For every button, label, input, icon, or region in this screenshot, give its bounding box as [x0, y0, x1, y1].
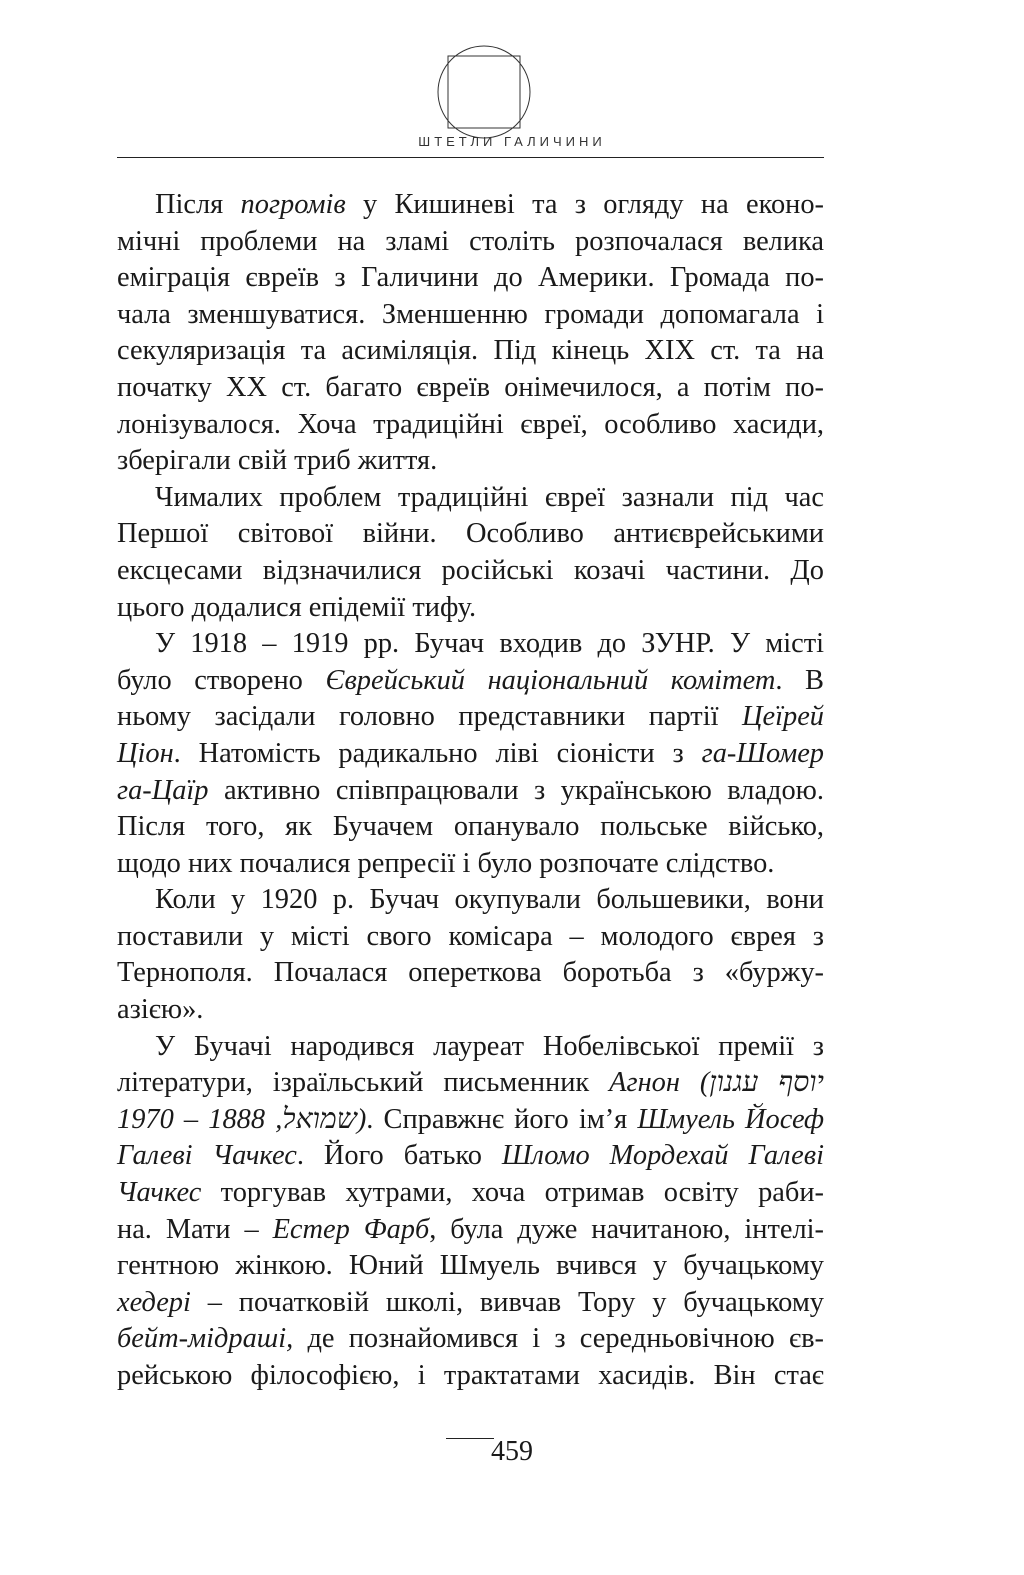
text-run: У 1918 – 1919 рр. Бучач входив до ЗУНР. У місті [155, 628, 824, 660]
text-line [117, 1285, 824, 1322]
italic-term: Ціон [117, 737, 174, 769]
text-run: . Справжнє його ім’я [366, 1103, 638, 1135]
text-run: торгував хутрами, хоча отримав освіту раби- [201, 1177, 824, 1209]
header-divider [117, 157, 824, 158]
text-line [117, 407, 824, 444]
text-line [117, 590, 824, 627]
italic-term: Естер Фарб [272, 1213, 430, 1245]
paragraph [117, 187, 824, 480]
text-run: рейською філософією, і трактатами хасидів. Він стає [117, 1360, 824, 1391]
text-run: гентною жінкою. Юний Шмуель вчився у бучацькому [117, 1250, 824, 1282]
paragraph [117, 882, 824, 1028]
text-run: ньому засідали головно представники партії [117, 701, 743, 733]
text-run: . Його батько [296, 1140, 502, 1172]
text-line [117, 992, 824, 1029]
text-run: цього додалися епідемії тифу. [117, 591, 477, 623]
text-run: еміграція євреїв з Галичини до Америки. Громада по- [117, 262, 824, 294]
text-run: секуляризація та асиміляція. Під кінець XIX ст. та на [117, 335, 824, 367]
text-line [117, 1358, 824, 1395]
text-run: щодо них почалися репресії і було розпочате слідство. [117, 847, 775, 879]
italic-term: Цеїрей [742, 701, 824, 733]
text-line [117, 224, 824, 261]
italic-term: хедері [117, 1286, 191, 1318]
italic-term: Агнон (יוסף עגנון [609, 1067, 824, 1099]
text-run: лонізувалося. Хоча традиційні євреї, особливо хасиди, [117, 408, 824, 440]
text-run: Тернополя. Почалася опереткова боротьба з «буржу- [117, 957, 824, 989]
text-run: Коли у 1920 р. Бучач окупували большевики, вони [155, 884, 824, 916]
italic-term: שמואל, 1888 – 1970) [117, 1103, 367, 1135]
italic-term: га-Шомер [701, 737, 824, 769]
text-line [117, 1065, 824, 1102]
text-run: Після [155, 189, 241, 220]
text-line [117, 333, 824, 370]
text-line [117, 260, 824, 297]
text-run: Першої світової війни. Особливо антиєврейськими [117, 518, 824, 550]
text-line [117, 553, 824, 590]
text-run: мічні проблеми на зламі століть розпочалася велика [117, 225, 824, 257]
text-run: – початковій школі, вивчав Тору у бучацькому [190, 1286, 824, 1318]
italic-term: Шмуель Йосеф [637, 1103, 825, 1135]
text-run: ексцесами відзначилися російські козачі частини. До [117, 554, 824, 586]
italic-term: Шломо Мордехай Галеві [501, 1140, 824, 1172]
text-line [117, 663, 824, 700]
text-line [117, 882, 824, 919]
italic-term: Чачкес [117, 1177, 202, 1209]
text-line [117, 187, 824, 224]
text-run: у Кишиневі та з огляду на еконо- [345, 189, 824, 220]
text-line [117, 297, 824, 334]
text-run: , була дуже начитаною, інтелі- [429, 1213, 825, 1245]
text-line [117, 480, 824, 517]
text-run: де познайомився і з середньовічною єв- [293, 1323, 824, 1355]
text-run: Чималих проблем традиційні євреї зазнали під час [155, 481, 824, 513]
text-run: на. Мати – [117, 1213, 273, 1245]
page-number: 459 [491, 1436, 533, 1467]
italic-term: Єврейський національний комітет [325, 664, 776, 696]
paragraph [117, 480, 824, 626]
text-line [117, 626, 824, 663]
italic-term: бейт-мідраші, [117, 1323, 294, 1355]
text-line [117, 919, 824, 956]
text-line [117, 1138, 824, 1175]
text-line [117, 699, 824, 736]
paragraph [117, 1029, 824, 1395]
text-line [117, 370, 824, 407]
text-run: . В [775, 664, 824, 696]
text-line [117, 1212, 824, 1249]
text-run: активно співпрацювали з українською владою. [208, 774, 824, 806]
text-line [117, 1248, 824, 1285]
text-line [117, 955, 824, 992]
text-line [117, 846, 824, 883]
text-line [117, 1102, 824, 1139]
text-run: чала зменшуватися. Зменшенню громади допомагала і [117, 298, 824, 330]
text-run: поставили у місті свого комісара – молодого єврея з [117, 920, 824, 952]
text-line [117, 1175, 824, 1212]
text-run: було створено [117, 664, 326, 696]
body-text [117, 187, 824, 1395]
text-run: зберігали свій триб життя. [117, 445, 438, 477]
text-run: азією». [117, 994, 204, 1026]
text-line [117, 773, 824, 810]
running-head: ШТЕТЛИ ГАЛИЧИНИ [418, 134, 606, 149]
text-run: Після того, як Бучачем опанувало польське військо, [117, 811, 824, 843]
italic-term: погромів [240, 189, 346, 220]
text-line [117, 516, 824, 553]
italic-term: га-Цаїр [117, 774, 209, 806]
text-line [117, 809, 824, 846]
text-line [117, 736, 824, 773]
text-run: У Бучачі народився лауреат Нобелівської премії з [155, 1030, 824, 1062]
text-line [117, 1029, 824, 1066]
italic-term: Галеві Чачкес [117, 1140, 297, 1172]
text-run: літератури, ізраїльський письменник [117, 1067, 610, 1099]
text-line [117, 443, 824, 480]
text-run: початку XX ст. багато євреїв онімечилося, а потім по- [117, 371, 824, 403]
text-line [117, 1321, 824, 1358]
circle-square-emblem-icon [436, 44, 532, 140]
text-run: . Натомість радикально ліві сіоністи з [173, 737, 702, 769]
paragraph [117, 626, 824, 882]
